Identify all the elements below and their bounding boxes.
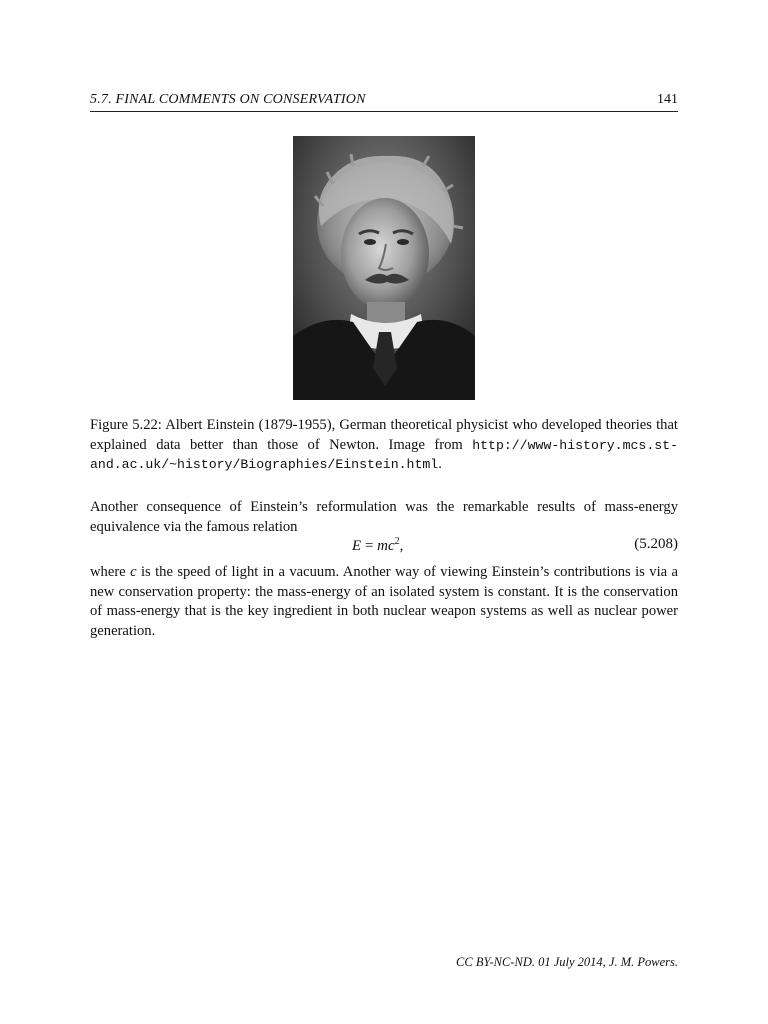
- section-title: 5.7. FINAL COMMENTS ON CONSERVATION: [90, 92, 366, 107]
- body-paragraph-2: [90, 563, 678, 641]
- equation-number: (5.208): [634, 536, 678, 552]
- paragraph2-lead: where: [90, 564, 131, 580]
- equation-comma: ,: [399, 538, 404, 554]
- body-paragraph-1: Another consequence of Einstein’s reformulation was the remarkable results of mass-energy equivalence via the famous relation: [90, 499, 678, 535]
- equation-exponent: 2: [394, 536, 400, 547]
- equation-lhs: E: [352, 538, 362, 554]
- running-header: [90, 91, 678, 112]
- figure-caption: [90, 416, 678, 475]
- paragraph2-text: is the speed of light in a vacuum. Another way of viewing Einstein’s contributions is via a new conservation property: the mass-energy of an isolated system is constant. It is the conservation of mass-energy that is the key ingredient in both nuclear weapon systems as well as nuclear power generation.: [90, 564, 678, 639]
- equation-rhs: mc: [377, 538, 395, 554]
- paragraph2-variable: c: [130, 564, 137, 580]
- einstein-portrait-photo: [293, 136, 475, 400]
- page-footer: CC BY-NC-ND. 01 July 2014, J. M. Powers.: [456, 955, 678, 969]
- equation-equals: =: [361, 538, 378, 554]
- equation-5-208: [90, 535, 678, 557]
- page-number: 141: [657, 92, 678, 107]
- equation-body: [352, 536, 403, 555]
- caption-period: .: [438, 456, 442, 472]
- portrait-image: [293, 136, 475, 400]
- caption-url-link[interactable]: http://www-history.mcs.st-and.ac.uk/~history/Biographies/Einstein.html: [90, 437, 678, 472]
- caption-text: Figure 5.22: Albert Einstein (1879-1955), German theoretical physicist who developed theories that explained data better than those of Newton. Image from: [90, 417, 678, 453]
